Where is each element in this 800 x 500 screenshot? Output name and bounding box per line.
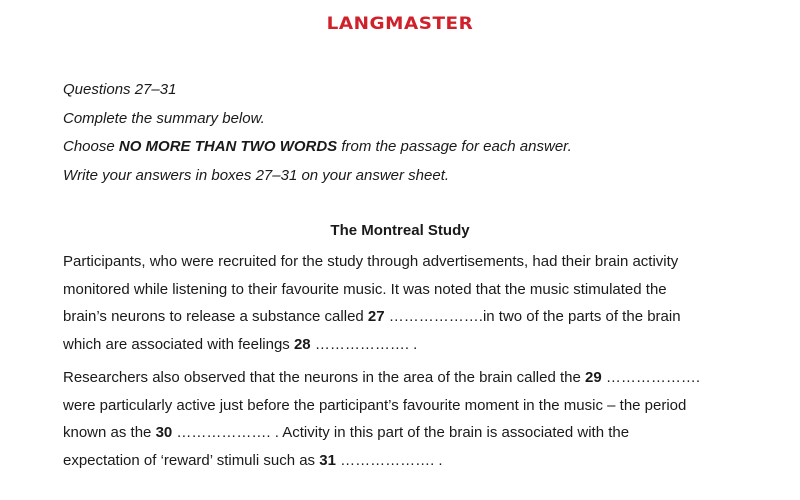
line-text: known as the	[63, 424, 156, 441]
summary-paragraph-1	[63, 248, 763, 358]
brand-logo: LANGMASTER	[326, 14, 474, 34]
summary-title: The Montreal Study	[330, 222, 470, 239]
answer-blank-30: ………………. . Activity in this part of the brain is associated with the	[172, 424, 630, 441]
instruction-write: Write your answers in boxes 27–31 on your answer sheet.	[63, 166, 450, 184]
instruction-choose	[63, 133, 572, 162]
line-text: which are associated with feelings	[63, 335, 294, 353]
paragraph-line	[63, 419, 763, 447]
question-number-28: 28	[293, 335, 311, 353]
answer-blank-29: ……………….	[601, 369, 701, 386]
question-number-31: 31	[319, 451, 336, 469]
word-limit: NO MORE THAN TWO WORDS	[118, 138, 338, 155]
line-text: Researchers also observed that the neurons in the area of the brain called the	[63, 369, 585, 386]
line-text: expectation of ‘reward’ stimuli such as	[63, 451, 320, 469]
answer-blank-28: ………………. .	[310, 335, 418, 353]
paragraph-line	[63, 447, 763, 475]
paragraph-line: monitored while listening to their favourite music. It was noted that the music stimulated the	[63, 280, 667, 298]
instructions-block	[63, 76, 572, 190]
paragraph-line: Participants, who were recruited for the study through advertisements, had their brain activity	[63, 253, 679, 270]
paragraph-line	[63, 303, 763, 331]
instruction-choose-pre: Choose	[63, 138, 119, 155]
summary-paragraph-2	[63, 364, 763, 474]
paragraph-line	[63, 331, 763, 359]
answer-blank-27: ……………….in two of the parts of the brain	[384, 308, 681, 325]
instruction-complete: Complete the summary below.	[63, 109, 265, 127]
line-text: brain’s neurons to release a substance called	[63, 308, 368, 325]
question-number-30: 30	[155, 424, 173, 441]
question-number-29: 29	[585, 369, 602, 386]
paragraph-line: were particularly active just before the participant’s favourite moment in the music – the period	[63, 396, 687, 414]
questions-range: Questions 27–31	[63, 81, 177, 98]
instruction-choose-post: from the passage for each answer.	[337, 138, 572, 155]
paragraph-line	[63, 364, 763, 392]
answer-blank-31: ………………. .	[335, 451, 443, 469]
question-number-27: 27	[367, 308, 385, 325]
